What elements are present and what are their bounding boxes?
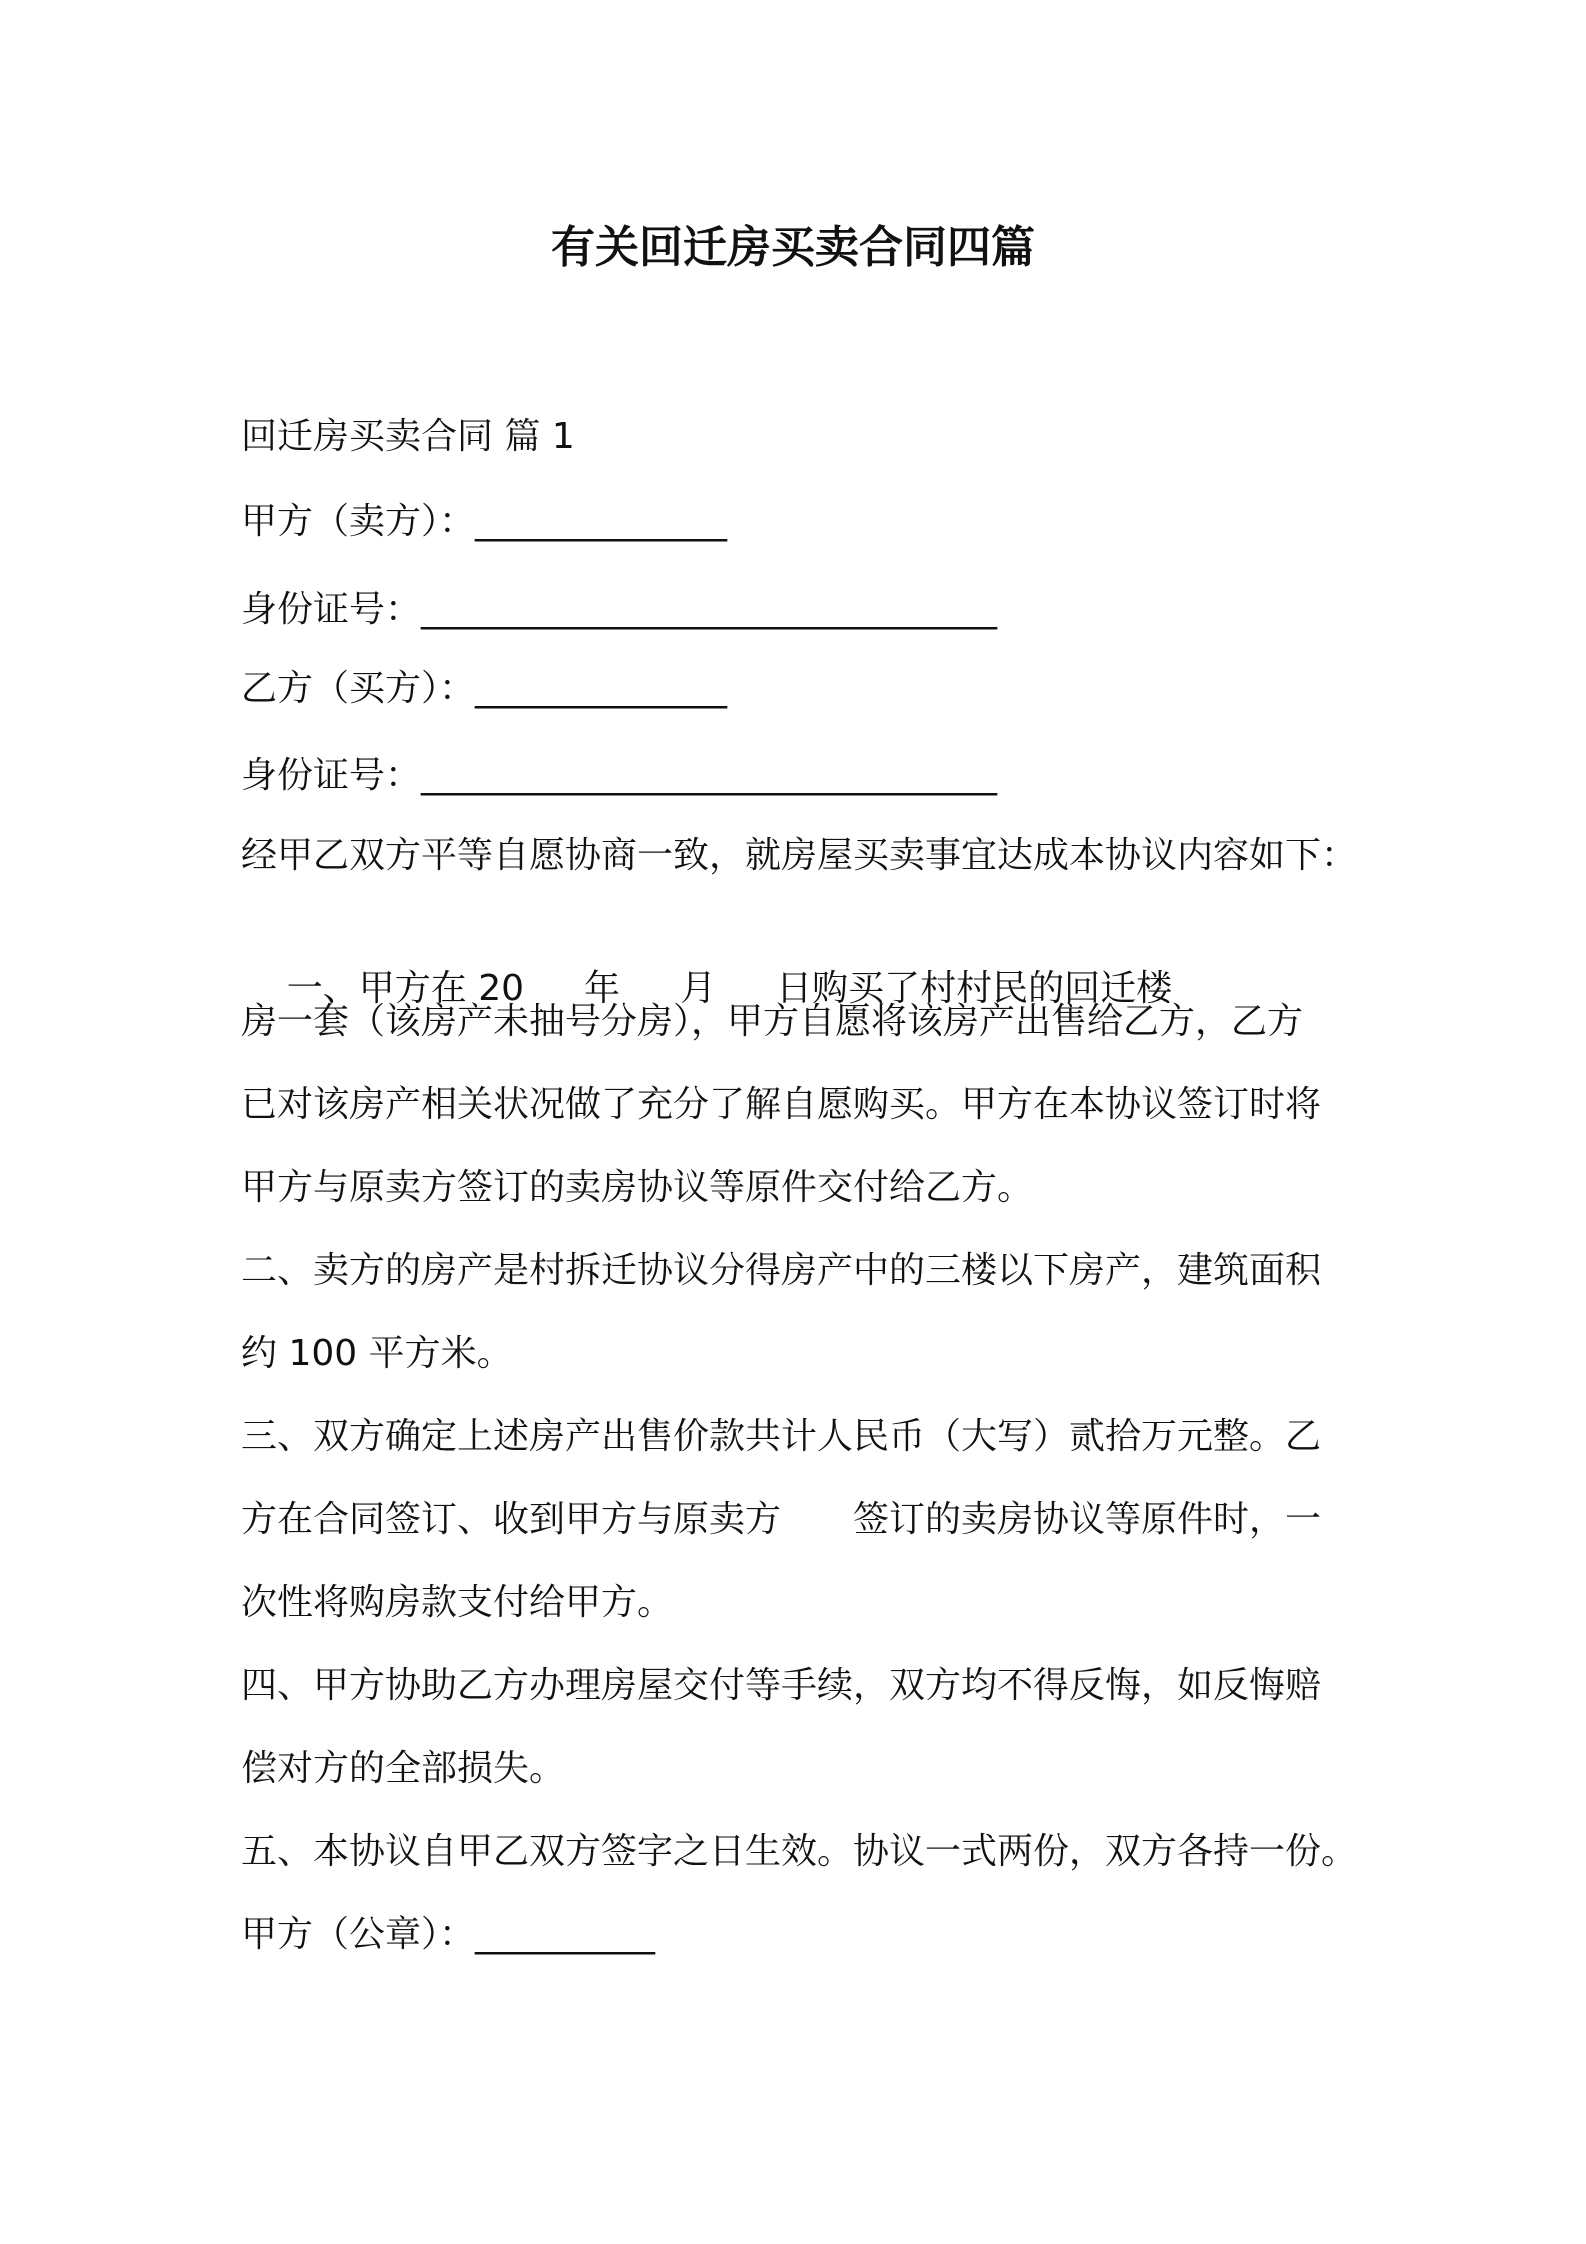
- party-b-buyer-field: 乙方（买方）：______________: [241, 668, 728, 709]
- clause-3-line: 三、双方确定上述房产出售价款共计人民币（大写）贰拾万元整。乙: [241, 1416, 1322, 1457]
- document-title: 有关回迁房买卖合同四篇: [551, 222, 1035, 273]
- clause-1-lead: 一、甲方在 20: [286, 968, 525, 1009]
- clause-3-line: 次性将购房款支付给甲方。: [241, 1582, 674, 1623]
- clause-2-line: 约 100 平方米。: [241, 1333, 513, 1374]
- clause-1-day-rest: 日购买了村村民的回迁楼: [776, 968, 1173, 1009]
- clause-1-body: [241, 997, 1351, 1246]
- clause-4-line: 偿对方的全部损失。: [241, 1748, 566, 1789]
- clause-4: [241, 1661, 1351, 1827]
- preamble: 经甲乙双方平等自愿协商一致，就房屋买卖事宜达成本协议内容如下：: [241, 835, 1358, 876]
- section-heading: 回迁房买卖合同 篇 1: [241, 416, 575, 457]
- clause-5: 五、本协议自甲乙双方签字之日生效。协议一式两份，双方各持一份。: [241, 1831, 1358, 1872]
- party-b-id-field: 身份证号：________________________________: [241, 755, 998, 796]
- party-a-seller-field: 甲方（卖方）：______________: [241, 501, 728, 542]
- clause-1-month: 月: [680, 968, 717, 1009]
- party-a-id-field: 身份证号：________________________________: [241, 589, 998, 630]
- clause-2: [241, 1246, 1351, 1412]
- clause-4-line: 四、甲方协助乙方办理房屋交付等手续，双方均不得反悔，如反悔赔: [241, 1665, 1322, 1706]
- clause-2-line: 二、卖方的房产是村拆迁协议分得房产中的三楼以下房产，建筑面积: [241, 1250, 1322, 1291]
- clause-1-year: 年: [584, 968, 621, 1009]
- party-a-seal-field: 甲方（公章）：__________: [241, 1914, 656, 1955]
- clause-1-line: 房一套（该房产未抽号分房），甲方自愿将该房产出售给乙方，乙方: [241, 1001, 1304, 1042]
- clause-1-line: 已对该房产相关状况做了充分了解自愿购买。甲方在本协议签订时将: [241, 1084, 1322, 1125]
- clause-3-line: 方在合同签订、收到甲方与原卖方 签订的卖房协议等原件时，一: [241, 1499, 1322, 1540]
- clause-1-line: 甲方与原卖方签订的卖房协议等原件交付给乙方。: [241, 1167, 1034, 1208]
- clause-3: [241, 1412, 1351, 1661]
